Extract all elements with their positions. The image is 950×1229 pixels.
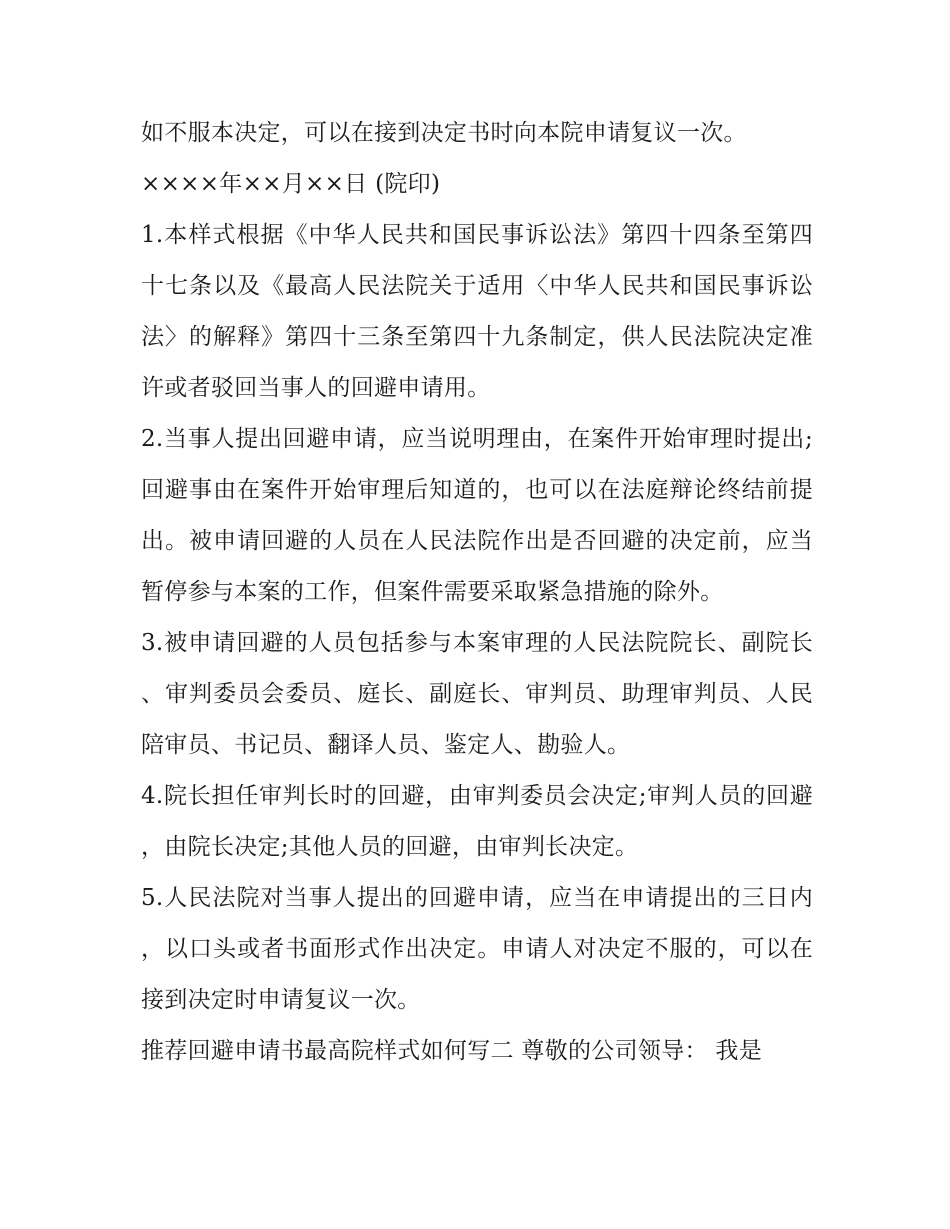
paragraph-recommendation: 推荐回避申请书最高院样式如何写二 尊敬的公司领导： 我是	[141, 1038, 763, 1064]
paragraph-date-seal: ××××年××月××日 (院印)	[141, 171, 441, 197]
paragraph-note-1: 1.本样式根据《中华人民共和国民事诉讼法》第四十四条至第四十七条以及《最高人民法院关于适用〈中华人民共和国民事诉讼法〉的解释》第四十三条至第四十九条制定，供人民法院决定准许或者驳回当事人的回避申请用。	[141, 222, 813, 401]
paragraph-note-3: 3.被申请回避的人员包括参与本案审理的人民法院院长、副院长、审判委员会委员、庭长、副庭长、审判员、助理审判员、人民陪审员、书记员、翻译人员、鉴定人、勘验人。	[141, 630, 813, 758]
paragraph-note-2: 2.当事人提出回避申请，应当说明理由，在案件开始审理时提出;回避事由在案件开始审理后知道的，也可以在法庭辩论终结前提出。被申请回避的人员在人民法院作出是否回避的决定前，应当暂停参与本案的工作，但案件需要采取紧急措施的除外。	[141, 426, 813, 605]
paragraph-reconsideration-notice: 如不服本决定，可以在接到决定书时向本院申请复议一次。	[141, 120, 747, 146]
paragraph-note-5: 5.人民法院对当事人提出的回避申请，应当在申请提出的三日内，以口头或者书面形式作出决定。申请人对决定不服的，可以在接到决定时申请复议一次。	[141, 885, 813, 1013]
paragraph-note-4: 4.院长担任审判长时的回避，由审判委员会决定;审判人员的回避，由院长决定;其他人员的回避，由审判长决定。	[141, 783, 813, 860]
document-body	[141, 108, 813, 1077]
